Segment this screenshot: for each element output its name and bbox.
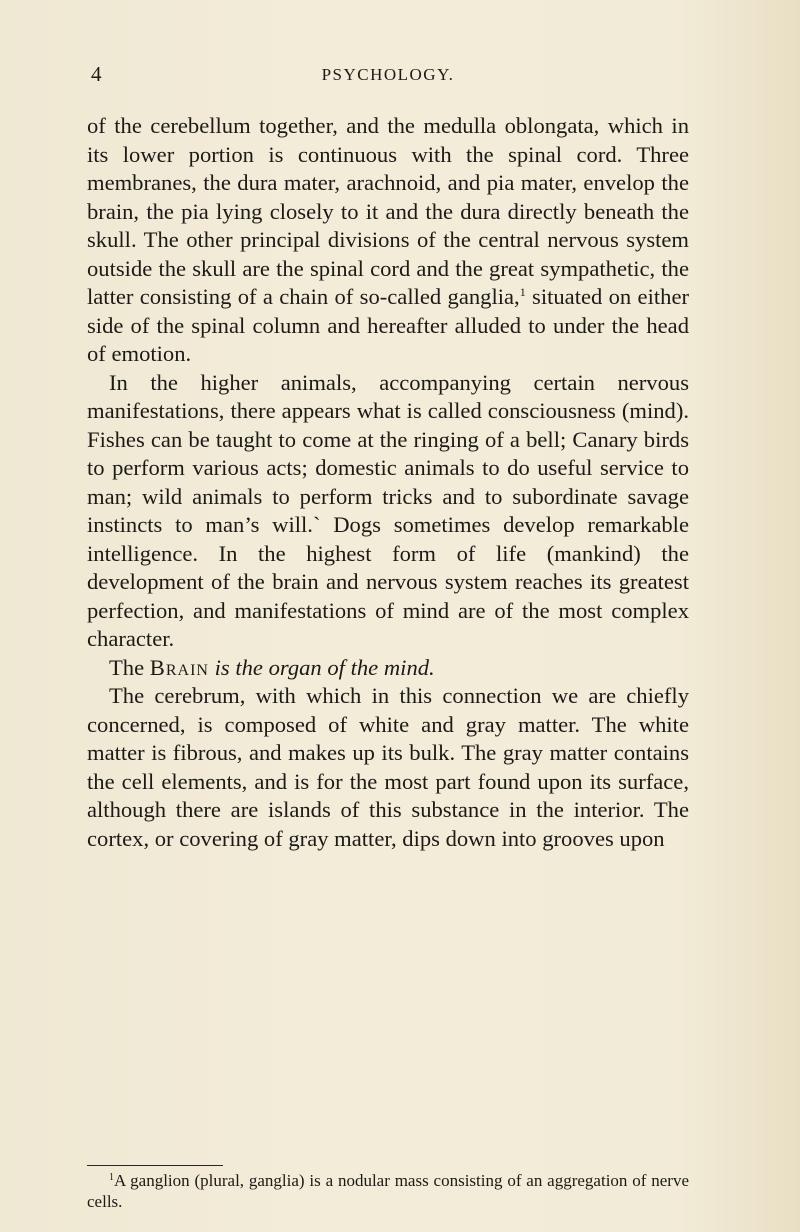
page-number: 4 bbox=[91, 62, 102, 86]
paragraph-3 bbox=[87, 654, 689, 683]
paragraph-2: In the higher animals, accompanying certain nervous manifestations, there appears what is called consciousness (mind). Fishes can be taught to come at the ringing of a bell; Canary birds to perform various acts; domestic animals to do useful service to man; wild animals to perform tricks and to subordinate savage instincts to man’s will.` Dogs sometimes develop remarkable intelligence. In the highest form of life (mankind) the development of the brain and nervous system reaches its greatest perfection, and manifestations of mind are of the most complex character. bbox=[87, 369, 689, 651]
footnote-paragraph bbox=[87, 1170, 689, 1212]
paragraph-4: The cerebrum, with which in this connection we are chiefly concerned, is composed of white and gray matter. The white matter is fibrous, and makes up its bulk. The gray matter contains the cell elements, and is for the most part found upon its surface, although there are islands of this substance in the interior. The cortex, or covering of gray matter, dips down into grooves upon bbox=[87, 683, 689, 851]
footnote-divider bbox=[87, 1165, 223, 1166]
paragraph-3-italic: is the organ of the mind. bbox=[208, 654, 435, 680]
paragraph-1 bbox=[87, 112, 689, 369]
running-head: PSYCHOLOGY. bbox=[321, 65, 455, 84]
page-header bbox=[87, 62, 689, 92]
paragraph-3-lead: The bbox=[109, 654, 150, 680]
paragraph-1-text: of the cerebellum together, and the medulla oblongata, which in its lower portion is continuous with the spinal cord. Three membranes, the dura mater, arachnoid, and pia mater, envelop the brain, the pia lying closely to it and the dura directly beneath the skull. The other principal divisions of the central nervous system outside the skull are the spinal cord and the great sympathetic, the latter consisting of a chain of so-called ganglia, bbox=[87, 113, 689, 309]
paragraph-3-brain: Brain bbox=[149, 654, 209, 680]
paragraph-1-continuation: situated on either side of the spinal column and hereafter alluded to under the head of emotion. bbox=[87, 284, 689, 366]
footnote-reference: 1 bbox=[519, 285, 526, 299]
body-text bbox=[87, 112, 689, 853]
footnote-marker: 1 bbox=[109, 1172, 114, 1183]
footnote-text: A ganglion (plural, ganglia) is a nodular mass consisting of an aggregation of nerve cells. bbox=[87, 1171, 689, 1211]
footnote bbox=[87, 1170, 689, 1212]
